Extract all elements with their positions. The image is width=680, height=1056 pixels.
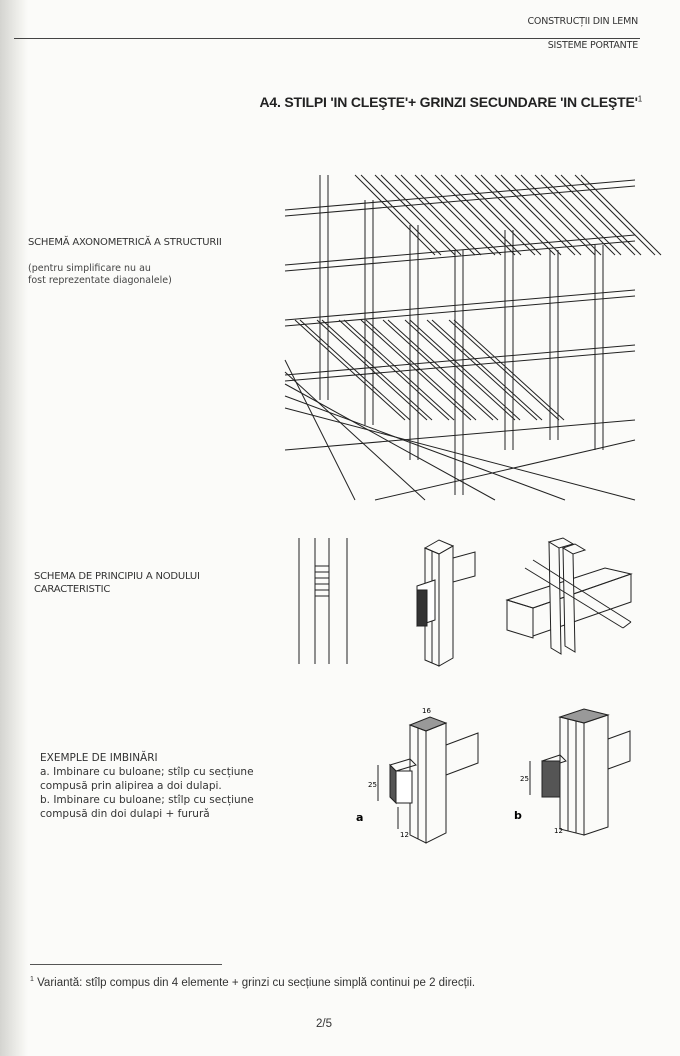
joints-label: EXEMPLE DE IMBINĂRI: [40, 752, 158, 764]
node-elevation-drawing: [295, 538, 355, 668]
structure-member: [285, 420, 635, 450]
structure-member: [285, 408, 635, 500]
structure-member: [421, 175, 501, 255]
joint-b-desc-1: b. Imbinare cu buloane; stîlp cu secțiune: [40, 794, 254, 806]
dim-b-depth: 12: [554, 827, 563, 835]
dim-b-height: 25: [520, 775, 529, 783]
structure-member: [454, 320, 564, 420]
structure-member: [461, 175, 541, 255]
dim-a-depth: 12: [400, 831, 409, 839]
footnote-mark: 1: [30, 976, 34, 983]
joint-b-desc-2: compusă din doi dulapi + fururǎ: [40, 808, 210, 820]
joint-b-letter: b: [514, 809, 522, 822]
header-rule: [14, 38, 640, 39]
structure-member: [285, 296, 635, 326]
structure-member: [285, 241, 635, 271]
joint-b-drawing: [510, 695, 640, 845]
axonometric-note-2: fost reprezentate diagonalele): [28, 275, 172, 286]
structure-member: [435, 175, 515, 255]
structure-member: [455, 175, 535, 255]
footnote: [30, 976, 475, 989]
axonometric-structure-drawing: [285, 170, 645, 505]
joint-a-letter: a: [356, 811, 364, 824]
joint-a-desc-2: compusă prin alipirea a doi dulapi.: [40, 780, 222, 792]
structure-member: [395, 175, 475, 255]
structure-member: [401, 175, 481, 255]
node-isometric-drawing: [405, 538, 485, 668]
axonometric-note-1: (pentru simplificare nu au: [28, 263, 151, 274]
dim-a-width: 16: [422, 707, 431, 715]
footnote-text: Variantă: stîlp compus din 4 elemente + grinzi cu secțiune simplă continui pe 2 direcții.: [37, 976, 476, 989]
node-label-2: CARACTERISTIC: [34, 584, 111, 595]
structure-member: [285, 396, 565, 500]
section-title: [260, 94, 643, 110]
structure-member: [432, 320, 542, 420]
structure-member: [381, 175, 461, 255]
node-exploded-drawing: [505, 538, 635, 663]
header-book-title: CONSTRUCȚII DIN LEMN: [527, 16, 638, 27]
structure-member: [355, 175, 435, 255]
dim-a-height: 25: [368, 781, 377, 789]
structure-member: [495, 175, 575, 255]
joint-a-desc-1: a. Imbinare cu buloane; stîlp cu secțiune: [40, 766, 254, 778]
section-title-text: A4. STILPI 'IN CLEŞTE'+ GRINZI SECUNDARE 'IN CLEŞTE': [259, 94, 638, 110]
structure-member: [285, 372, 425, 500]
axonometric-label: SCHEMĂ AXONOMETRICĂ A STRUCTURII: [28, 237, 222, 248]
structure-member: [285, 186, 635, 216]
header-chapter: SISTEME PORTANTE: [547, 40, 638, 51]
structure-member: [441, 175, 521, 255]
joint-a-drawing: [350, 695, 490, 845]
structure-member: [375, 175, 455, 255]
structure-member: [415, 175, 495, 255]
structure-member: [521, 175, 601, 255]
structure-member: [285, 290, 635, 320]
structure-member: [285, 180, 635, 210]
page-number: 2/5: [316, 1018, 332, 1030]
footnote-ref: 1: [637, 94, 642, 104]
footnote-rule: [30, 964, 222, 965]
scan-edge-shadow: [0, 0, 28, 1056]
node-label-1: SCHEMA DE PRINCIPIU A NODULUI: [34, 571, 200, 582]
structure-member: [295, 320, 405, 420]
